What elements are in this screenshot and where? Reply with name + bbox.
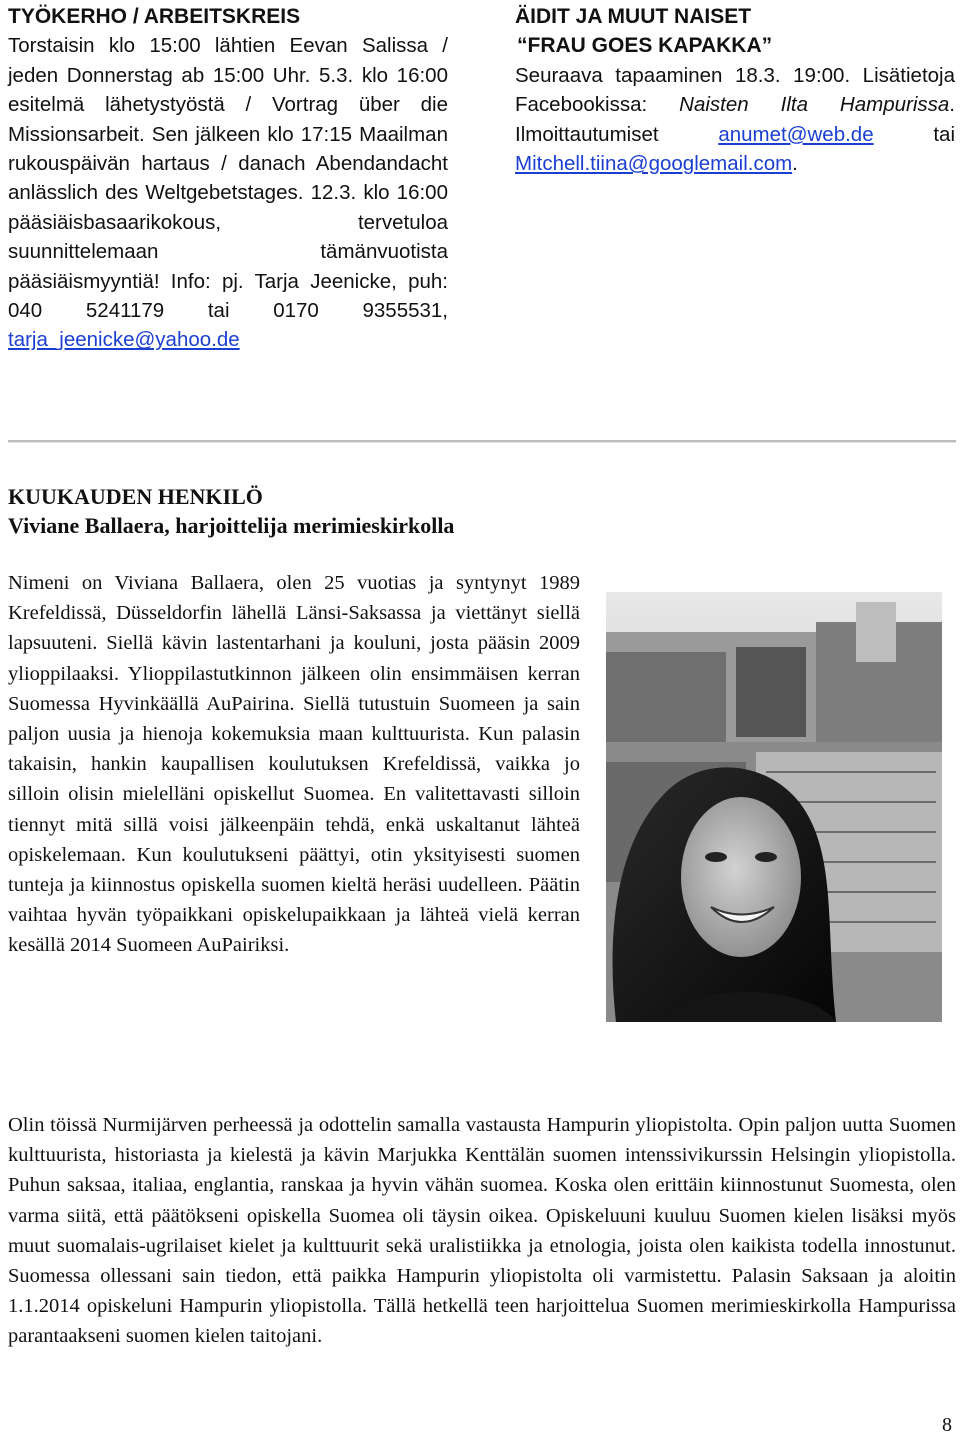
section-divider [8, 440, 956, 442]
page-number: 8 [942, 1414, 952, 1436]
women-heading: ÄIDIT JA MUUT NAISET [515, 5, 752, 28]
women-body-text-1: Seuraava tapaaminen 18.3. 19:00. Lisätietoja Facebookissa: [515, 63, 955, 117]
women-body-text-4: . [792, 152, 798, 176]
article-kicker: KUUKAUDEN HENKILÖ [8, 484, 263, 509]
women-body-text-2: . Ilmoittautumiset [515, 93, 955, 146]
article-title: Viviane Ballaera, harjoittelija merimieskirkolla [8, 513, 455, 538]
article-paragraph-1: Nimeni on Viviana Ballaera, olen 25 vuotias ja syntynyt 1989 Krefeldissä, Düsseldorfin lähellä Länsi-Saksassa ja viettänyt siellä lapsuuteni. Siellä kävin lastentarhani ja kouluni, josta pääsin 2009 ylioppilaaksi. Ylioppilastutkinnon jälkeen olin ensimmäisen kerran Suomessa Hyvinkäällä AuPairina. Siellä tutustuin Suomeen ja sain paljon uusia ja hienoja kokemuksia maan kulttuurista. Kun palasin takaisin, hankin kaupallisen koulutuksen Krefeldissä, vaikka jo silloin olisin mielelläni opiskellut Suomea. En valitettavasti silloin tiennyt mitä sillä voisi jälkeenpäin tehdä, enkä uskaltanut lähteä opiskelemaan. Kun koulutukseni päättyi, otin yksityisesti suomen tunteja ja kiinnostus opiskella suomen kieltä heräsi uudelleen. Päätin vaihtaa hyvän työpaikkani opiskelupaikkaan ja lähteä vielä kerran kesällä 2014 Suomeen AuPairiksi. [8, 572, 580, 957]
portrait-photo-illustration [606, 592, 942, 1022]
women-body [515, 61, 955, 179]
workshop-notice [8, 2, 448, 355]
article-intro-column [8, 568, 580, 961]
article-header [8, 482, 908, 540]
workshop-heading: TYÖKERHO / ARBEITSKREIS [8, 5, 301, 28]
article-paragraph-2: Olin töissä Nurmijärven perheessä ja odottelin samalla vastausta Hampurin yliopistolta. Opin paljon uutta Suomen kulttuurista, historiasta ja kielestä ja kävin Marjukka Kenttälän suomen intenssivikurssin Helsingin yliopistolla. Puhun saksaa, italiaa, englantia, ranskaa ja hyvin vähän suomea. Koska olen erittäin kiinnostunut Suomesta, olen varma siitä, että päätökseni opiskella Suomea oli täysin oikea. Opiskeluuni kuuluu Suomen kielen lisäksi myös muut suomalais-ugrilaiset kielet ja kulttuurit sekä uralistiikka ja etnologia, joista olen kaikista todella innostunut. Suomessa ollessani sain tiedon, että paikka Hampurin yliopistolta oli varmistettu. Palasin Saksaan ja aloitin 1.1.2014 opiskeluni Hampurin yliopistolla. Tällä hetkellä teen harjoittelua Suomen merimieskirkolla Hampurissa parantaakseni suomen kielen taitojani. [8, 1114, 956, 1348]
portrait-photo [606, 592, 942, 1022]
email-link-mitchell[interactable]: Mitchell.tiina@googlemail.com [515, 152, 793, 176]
workshop-body-text: Torstaisin klo 15:00 lähtien Eevan Salissa / jeden Donnerstag ab 15:00 Uhr. 5.3. klo 16:00 esitelmä lähetystyöstä / Vortrag über die Missionsarbeit. Sen jälkeen klo 17:15 Maailman rukouspäivän hartaus / danach Abendandacht anlässlich des Weltgebetstages. 12.3. klo 16:00 pääsiäisbasaarikokous, tervetuloa suunnittelemaan tämänvuotista pääsiäismyyntiä! Info: pj. Tarja Jeenicke, puh: 040 5241179 tai 0170 9355531, [8, 34, 448, 323]
women-body-text-3: tai [933, 122, 956, 146]
women-evening-notice [515, 2, 955, 178]
women-subheading: “FRAU GOES KAPAKKA” [517, 34, 773, 58]
article-body-full-width [8, 1110, 956, 1352]
workshop-body [8, 31, 448, 354]
facebook-group-name: Naisten Ilta Hampurissa [679, 93, 950, 117]
email-link-anumet[interactable]: anumet@web.de [718, 122, 874, 146]
workshop-email-link[interactable]: tarja_jeenicke@yahoo.de [8, 328, 240, 352]
